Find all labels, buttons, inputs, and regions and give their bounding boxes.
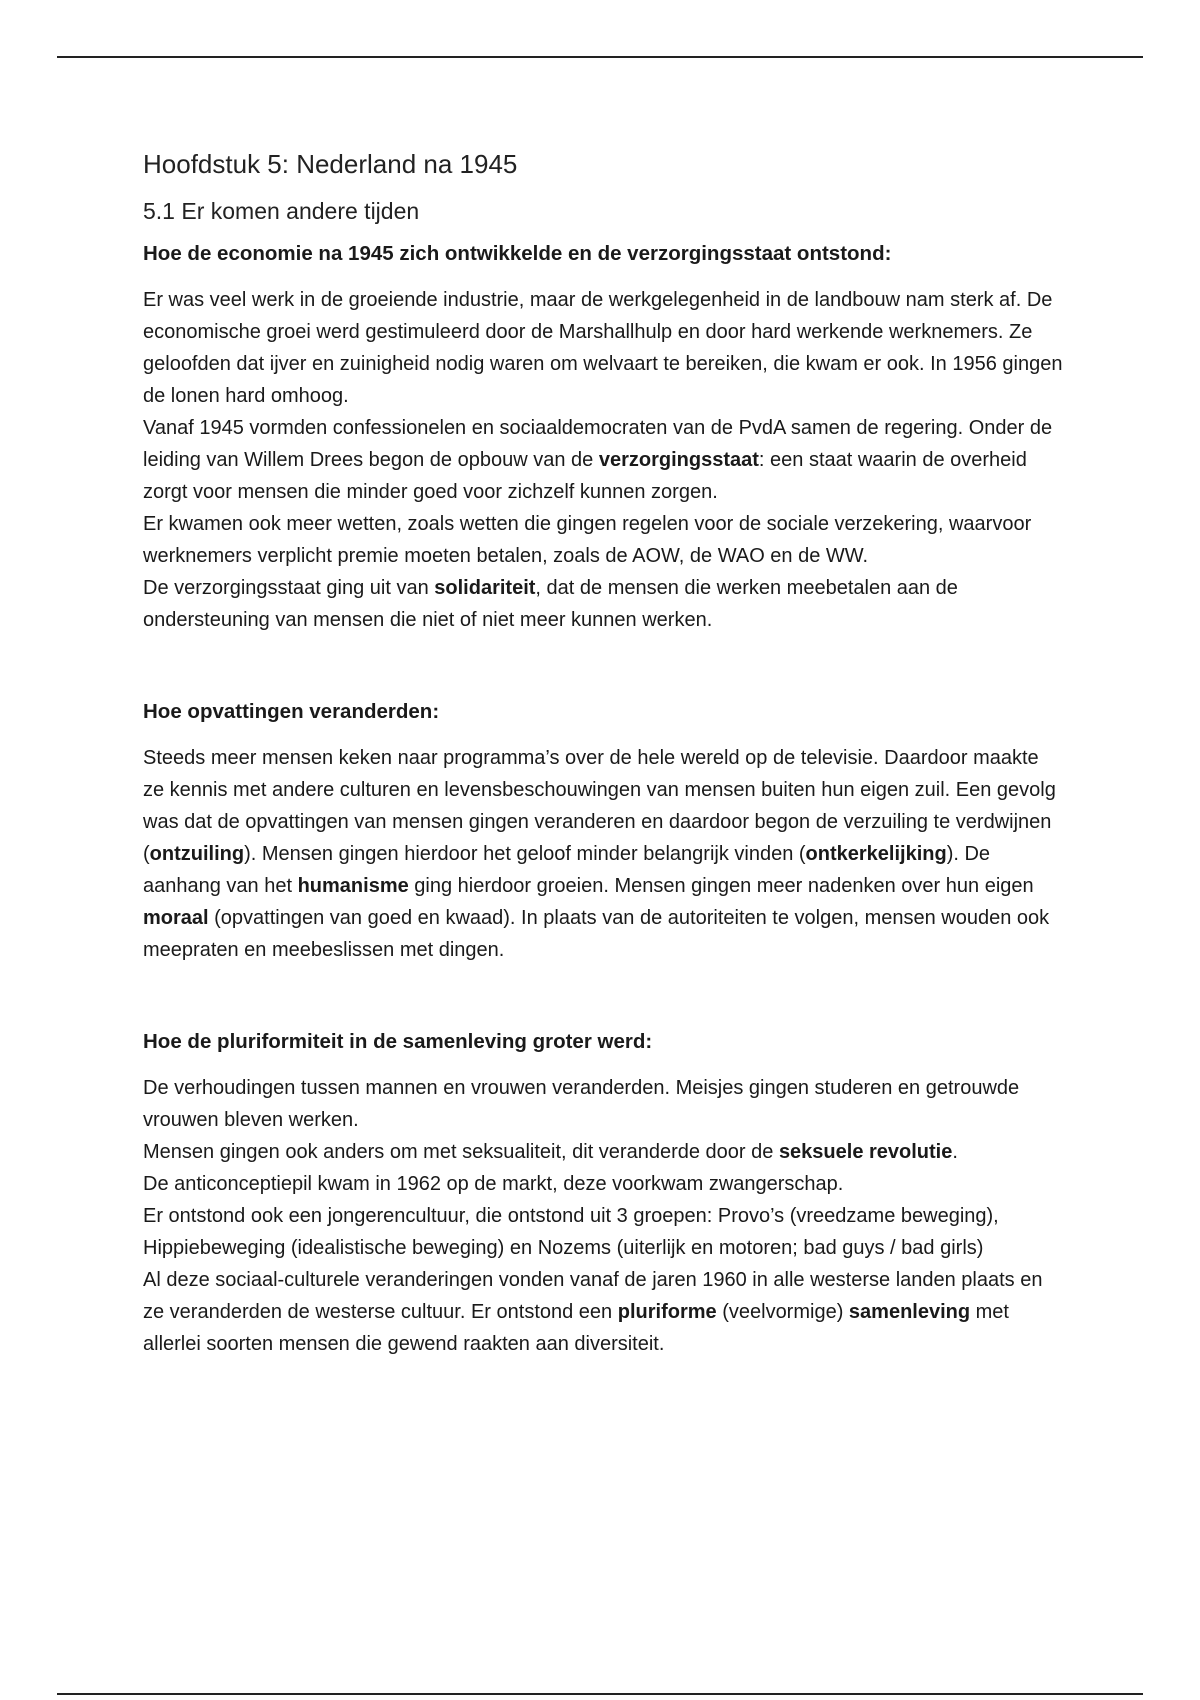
term-verzorgingsstaat: verzorgingsstaat (598, 449, 759, 471)
term-ontzuiling: ontzuiling (149, 843, 245, 865)
text-run: ). Mensen gingen hierdoor het geloof minder belangrijk vinden ( (244, 843, 806, 865)
text-run: Steeds meer mensen keken naar programma’s over de hele wereld op de televisie. Daardoor maakte ze kennis met andere culturen en levensbeschouwingen van mensen buiten hun eigen zuil. Een gevolg was dat de opvattingen van mensen gingen veranderen en daardoor begon de verzuiling te verdwijnen ( (143, 747, 1056, 865)
term-solidariteit: solidariteit (434, 577, 536, 599)
top-divider (57, 56, 1143, 58)
text-run: met allerlei soorten mensen die gewend raakten aan diversiteit. (143, 1301, 1009, 1355)
text-run: De verhoudingen tussen mannen en vrouwen veranderden. Meisjes gingen studeren en getrouwde vrouwen bleven werken. Mensen gingen ook anders om met seksualiteit, dit veranderde door de (143, 1077, 1020, 1163)
paragraph-opvattingen (143, 742, 1063, 966)
term-humanisme: humanisme (297, 875, 409, 897)
text-run: (opvattingen van goed en kwaad). In plaats van de autoriteiten te volgen, mensen wouden ook meepraten en meebeslissen met dingen. (143, 907, 1050, 961)
document-body (143, 140, 1063, 1360)
heading-economie: Hoe de economie na 1945 zich ontwikkelde en de verzorgingsstaat ontstond: (143, 242, 892, 265)
text-run: , dat de mensen die werken meebetalen aan de ondersteuning van mensen die niet of niet meer kunnen werken. (143, 577, 958, 631)
heading-pluriformiteit: Hoe de pluriformiteit in de samenleving groter werd: (143, 1030, 653, 1053)
term-seksuele-revolutie: seksuele revolutie (778, 1141, 953, 1163)
heading-opvattingen: Hoe opvattingen veranderden: (143, 700, 440, 723)
page-title: Hoofdstuk 5: Nederland na 1945 (143, 149, 518, 179)
text-run: : een staat waarin de overheid zorgt voor mensen die minder goed voor zichzelf kunnen zorgen. Er kwamen ook meer wetten, zoals wetten die gingen regelen voor de sociale verzekering, waarvoor werknemers verplicht premie moeten betalen, zoals de AOW, de WAO en de WW. De verzorgingsstaat ging uit van (143, 449, 1032, 599)
paragraph-pluriformiteit (143, 1072, 1063, 1360)
text-run: (veelvormige) (716, 1301, 849, 1323)
text-run: Er was veel werk in de groeiende industrie, maar de werkgelegenheid in de landbouw nam sterk af. De economische groei werd gestimuleerd door de Marshallhulp en door hard werkende werknemers. Ze geloofden dat ijver en zuinigheid nodig waren om welvaart te bereiken, die kwam er ook. In 1956 gingen de lonen hard omhoog. Vanaf 1945 vormden confessionelen en sociaaldemocraten van de PvdA samen de regering. Onder de leiding van Willem Drees begon de opbouw van de (143, 289, 1063, 471)
section-subtitle: 5.1 Er komen andere tijden (143, 198, 420, 224)
bottom-divider (57, 1693, 1143, 1695)
text-run: ). De aanhang van het (143, 843, 991, 897)
term-moraal: moraal (143, 907, 209, 929)
term-pluriforme: pluriforme (617, 1301, 717, 1323)
text-run: . De anticonceptiepil kwam in 1962 op de markt, deze voorkwam zwangerschap. Er ontstond ook een jongerencultuur, die ontstond uit 3 groepen: Provo’s (vreedzame beweging), Hippiebeweging (idealistische beweging) en Nozems (uiterlijk en motoren; bad guys / bad girls) Al deze sociaal-culturele veranderingen vonden vanaf de jaren 1960 in alle westerse landen plaats en ze veranderden de westerse cultuur. Er ontstond een (143, 1141, 1043, 1323)
text-run: ging hierdoor groeien. Mensen gingen meer nadenken over hun eigen (408, 875, 1034, 897)
paragraph-economie (143, 284, 1063, 636)
term-ontkerkelijking: ontkerkelijking (805, 843, 947, 865)
term-samenleving: samenleving (848, 1301, 971, 1323)
